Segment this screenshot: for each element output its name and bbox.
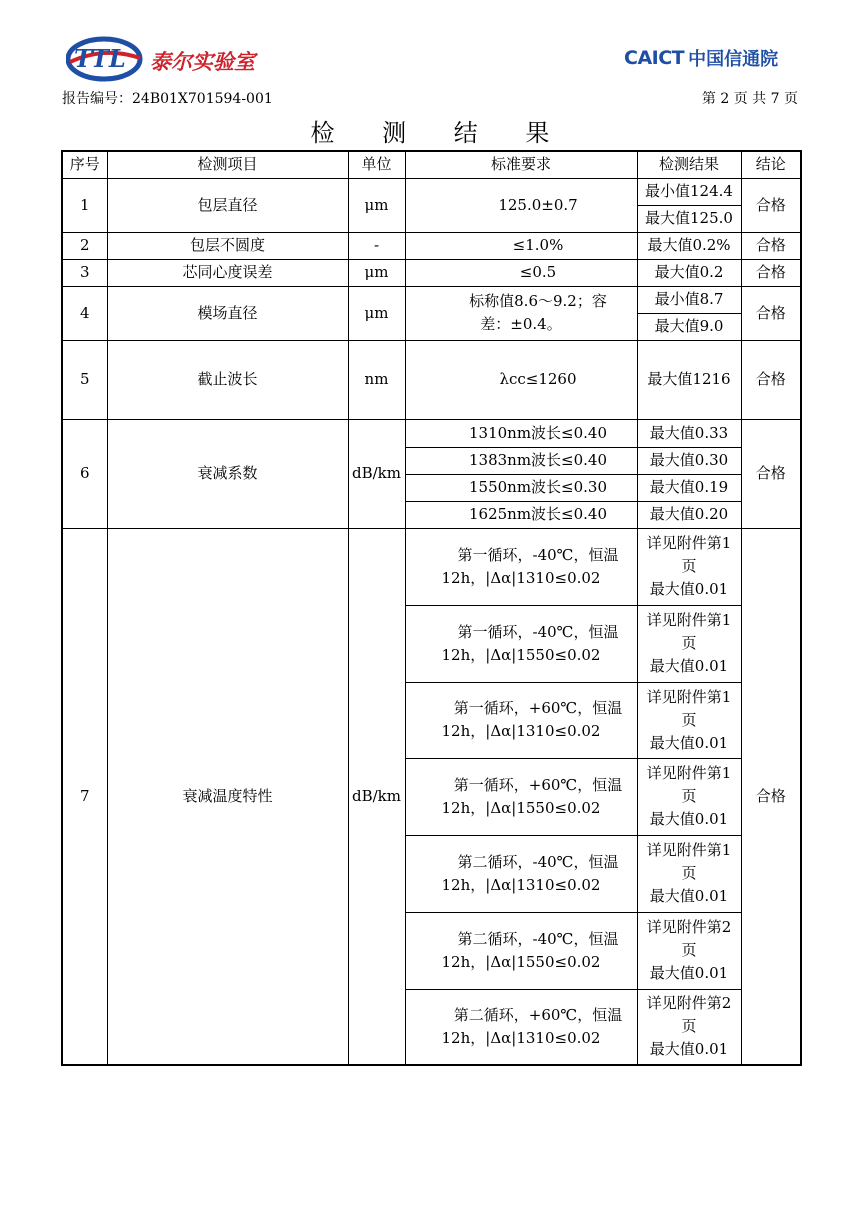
cell-standard: 1550nm波长≤0.30 (405, 474, 637, 501)
result-line: 详见附件第1 (646, 687, 732, 706)
cell-result (637, 835, 741, 912)
result-line: 最大值0.01 (649, 887, 729, 905)
header-seq: 序号 (62, 151, 107, 178)
cell-unit: nm (348, 340, 405, 419)
standard-line: 12h，|Δα|1310≤0.02 (441, 722, 601, 740)
result-line: 最大值0.01 (649, 1040, 729, 1059)
cell-seq: 4 (62, 286, 107, 340)
header-result: 检测结果 (637, 151, 741, 178)
ttl-lab-name: 泰尔实验室 (150, 49, 255, 74)
cell-result: 最大值0.30 (637, 447, 741, 474)
cell-result: 最大值0.20 (637, 501, 741, 528)
cell-seq: 5 (62, 340, 107, 419)
result-line: 详见附件第1 (646, 764, 732, 782)
cell-standard: 1625nm波长≤0.40 (405, 501, 637, 528)
cell-unit: μm (348, 178, 405, 232)
table-row (62, 340, 801, 419)
cell-seq: 7 (62, 528, 107, 1065)
result-line: 最大值0.01 (649, 580, 729, 598)
result-line: 详见附件第1 (646, 841, 732, 859)
cell-standard: 1310nm波长≤0.40 (405, 419, 637, 447)
result-line: 最大值0.01 (649, 810, 729, 828)
cell-conclusion: 合格 (741, 419, 801, 528)
cell-result (637, 605, 741, 682)
cell-standard (405, 835, 637, 912)
caict-logo-en: CAICT (624, 47, 685, 69)
result-line: 最大值0.01 (649, 964, 729, 982)
header-standard: 标准要求 (405, 151, 637, 178)
cell-conclusion: 合格 (741, 340, 801, 419)
result-line: 页 (681, 864, 697, 882)
standard-text: 第一循环，-40℃，恒温 (457, 622, 619, 641)
cell-item: 芯同心度误差 (107, 259, 348, 286)
cell-standard (405, 682, 637, 758)
standard-line: 12h，|Δα|1550≤0.02 (441, 952, 601, 971)
cell-standard (405, 989, 637, 1065)
result-line: 页 (681, 710, 697, 729)
cell-seq: 3 (62, 259, 107, 286)
cell-item: 衰减系数 (107, 419, 348, 528)
cell-result: 最大值0.33 (637, 419, 741, 447)
standard-line: 12h，|Δα|1310≤0.02 (441, 875, 601, 894)
cell-item: 包层直径 (107, 178, 348, 232)
results-table (61, 150, 802, 1066)
cell-unit: μm (348, 286, 405, 340)
result-line: 页 (681, 787, 697, 805)
standard-line: 12h，|Δα|1310≤0.02 (441, 1028, 601, 1047)
cell-result: 最大值125.0 (637, 205, 741, 232)
cell-seq: 1 (62, 178, 107, 232)
cell-standard: λcc≤1260 (405, 340, 637, 419)
cell-result: 最小值124.4 (637, 178, 741, 205)
cell-standard (405, 912, 637, 989)
result-line: 详见附件第1 (646, 534, 732, 552)
standard-text: 第二循环，-40℃，恒温 (457, 929, 619, 948)
page-info: 第 2 页 共 7 页 (701, 91, 798, 107)
cell-result (637, 912, 741, 989)
cell-result (637, 682, 741, 758)
table-header-row (62, 151, 801, 178)
result-line: 最大值0.01 (649, 657, 729, 675)
cell-conclusion: 合格 (741, 528, 801, 1065)
standard-line: 12h，|Δα|1550≤0.02 (441, 798, 601, 817)
cell-standard: 1383nm波长≤0.40 (405, 447, 637, 474)
cell-result (637, 758, 741, 835)
cell-result: 最大值1216 (637, 340, 741, 419)
standard-text: 标称值8.6～9.2；容 (469, 292, 607, 310)
cell-result: 最大值0.19 (637, 474, 741, 501)
standard-line (408, 697, 635, 720)
header-unit: 单位 (348, 151, 405, 178)
standard-text: 第一循环，+60℃，恒温 (453, 775, 623, 794)
table-row (62, 528, 801, 605)
standard-line (408, 621, 635, 644)
cell-standard (405, 758, 637, 835)
result-line: 页 (681, 941, 697, 959)
cell-standard (405, 605, 637, 682)
standard-line (408, 1004, 635, 1027)
cell-conclusion: 合格 (741, 286, 801, 340)
cell-result: 最大值0.2 (637, 259, 741, 286)
standard-text: 第二循环，+60℃，恒温 (453, 1005, 623, 1024)
report-number: 报告编号：24B01X701594-001 (62, 91, 273, 107)
cell-result (637, 989, 741, 1065)
result-line: 最大值0.01 (649, 733, 729, 752)
header-item: 检测项目 (107, 151, 348, 178)
result-line: 详见附件第2 (646, 994, 732, 1013)
cell-conclusion: 合格 (741, 259, 801, 286)
cell-seq: 6 (62, 419, 107, 528)
table-row (62, 286, 801, 313)
cell-standard: ≤1.0% (405, 232, 637, 259)
header-conclusion: 结论 (741, 151, 801, 178)
standard-text: 第二循环，-40℃，恒温 (457, 852, 619, 871)
cell-item: 模场直径 (107, 286, 348, 340)
cell-standard (405, 286, 637, 340)
result-line: 详见附件第2 (646, 918, 732, 936)
cell-result: 最小值8.7 (637, 286, 741, 313)
cell-item: 截止波长 (107, 340, 348, 419)
table-row (62, 232, 801, 259)
standard-text: 第一循环，+60℃，恒温 (453, 699, 623, 717)
standard-line: 差：±0.4。 (480, 315, 562, 333)
cell-result: 最大值9.0 (637, 313, 741, 340)
standard-line (408, 851, 635, 874)
result-line: 详见附件第1 (646, 611, 732, 629)
result-line: 页 (681, 557, 697, 575)
standard-line (408, 928, 635, 951)
standard-line (408, 290, 635, 313)
cell-conclusion: 合格 (741, 178, 801, 232)
ttl-logo (66, 36, 266, 82)
cell-result: 最大值0.2% (637, 232, 741, 259)
table-row (62, 419, 801, 447)
result-line: 页 (681, 1017, 697, 1036)
standard-line: 12h，|Δα|1310≤0.02 (441, 568, 601, 587)
standard-line (408, 774, 635, 797)
cell-conclusion: 合格 (741, 232, 801, 259)
cell-item: 包层不圆度 (107, 232, 348, 259)
standard-line: 12h，|Δα|1550≤0.02 (441, 645, 601, 664)
cell-unit: dB/km (348, 419, 405, 528)
cell-standard (405, 528, 637, 605)
cell-standard: ≤0.5 (405, 259, 637, 286)
cell-result (637, 528, 741, 605)
result-line: 页 (681, 634, 697, 652)
table-row (62, 259, 801, 286)
standard-line (408, 544, 635, 567)
cell-unit: - (348, 232, 405, 259)
ttl-logo-text: TTL (74, 44, 126, 73)
page-title: 检 测 结 果 (310, 119, 570, 147)
standard-text: 第一循环，-40℃，恒温 (457, 545, 619, 564)
cell-standard: 125.0±0.7 (405, 178, 637, 232)
table-row (62, 178, 801, 205)
cell-unit: μm (348, 259, 405, 286)
caict-logo-cn: 中国信通院 (688, 49, 779, 70)
ttl-logo-graphic (66, 36, 266, 82)
cell-item: 衰减温度特性 (107, 528, 348, 1065)
cell-seq: 2 (62, 232, 107, 259)
caict-logo (624, 44, 794, 72)
cell-unit: dB/km (348, 528, 405, 1065)
